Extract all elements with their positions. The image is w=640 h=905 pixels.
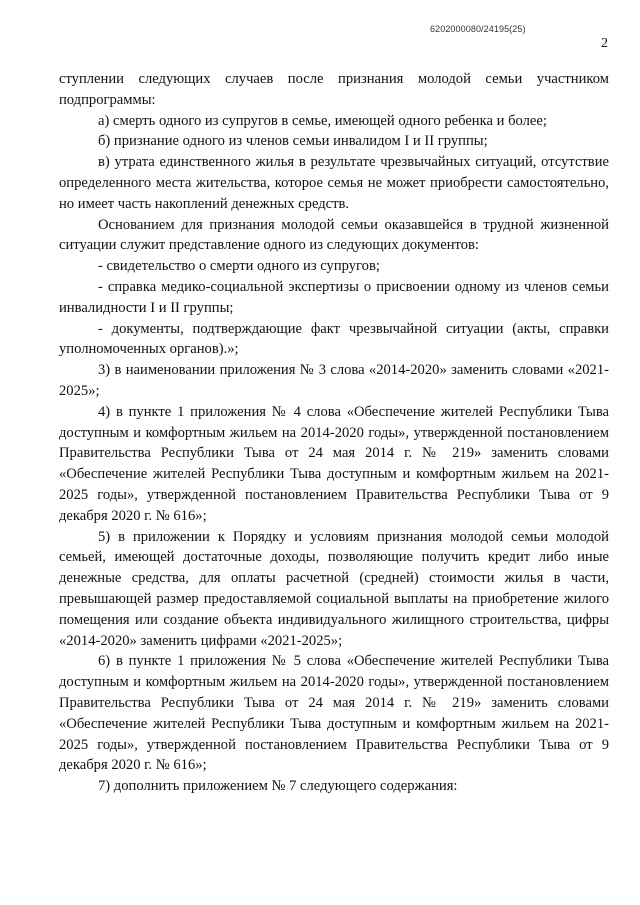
paragraph-item-4: 4) в пункте 1 приложения № 4 слова «Обеспечение жителей Республики Тыва доступным и комфортным жильем на 2014-2020 годы», утвержденной постановлением Правительства Республики Тыва от 24 мая 2014 г. № 219» заменить словами «Обеспечение жителей Республики Тыва доступным и комфортным жильем на 2021-2025 годы», утвержденной постановлением Правительства Республики Тыва от 9 декабря 2020 г. № 616»; [59,403,609,524]
paragraph-item-6: 6) в пункте 1 приложения № 5 слова «Обеспечение жителей Республики Тыва доступным и комфортным жильем на 2014-2020 годы», утвержденной постановлением Правительства Республики Тыва от 24 мая 2014 г. № 219» заменить словами «Обеспечение жителей Республики Тыва доступным и комфортным жильем на 2021-2025 годы», утвержденной постановлением Правительства Республики Тыва от 9 декабря 2020 г. № 616»; [59,653,609,774]
paragraph-item-3: 3) в наименовании приложения № 3 слова «2014-2020» заменить словами «2021-2025»; [59,362,609,399]
paragraph-item-5: 5) в приложении к Порядку и условиям признания молодой семьи молодой семьей, имеющей достаточные доходы, позволяющие получить кредит либо иные денежные средства, для оплаты расчетной (средней) стоимости жилья в части, превышающей размер предоставляемой социальной выплаты на приобретение жилого помещения или создание объекта индивидуального жилищного строительства, цифры «2014-2020» заменить цифрами «2021-2025»; [59,528,609,649]
paragraph-doc-medical-certificate: - справка медико-социальной экспертизы о присвоении одному из членов семьи инвалидности I и II группы; [59,278,609,316]
paragraph-continuation: ступлении следующих случаев после признания молодой семьи участником подпрограммы: [59,71,609,108]
paragraph-doc-emergency: - документы, подтверждающие факт чрезвычайной ситуации (акты, справки уполномоченных органов).»; [59,320,609,358]
document-body [59,69,609,797]
paragraph-item-b: б) признание одного из членов семьи инвалидом I и II группы; [98,133,488,150]
paragraph-grounds: Основанием для признания молодой семьи оказавшейся в трудной жизненной ситуации служит представление одного из следующих документов: [59,216,609,254]
paragraph-item-a: а) смерть одного из супругов в семье, имеющей одного ребенка и более; [98,112,547,129]
paragraph-item-v: в) утрата единственного жилья в результате чрезвычайных ситуаций, отсутствие определенного места жительства, которое семья не может приобрести самостоятельно, но имеет часть накоплений денежных средств. [59,154,609,212]
page-number: 2 [601,36,608,51]
paragraph-item-7: 7) дополнить приложением № 7 следующего содержания: [98,778,458,795]
paragraph-doc-death-certificate: - свидетельство о смерти одного из супругов; [98,258,380,275]
document-number: 6202000080/24195(25) [430,24,526,34]
